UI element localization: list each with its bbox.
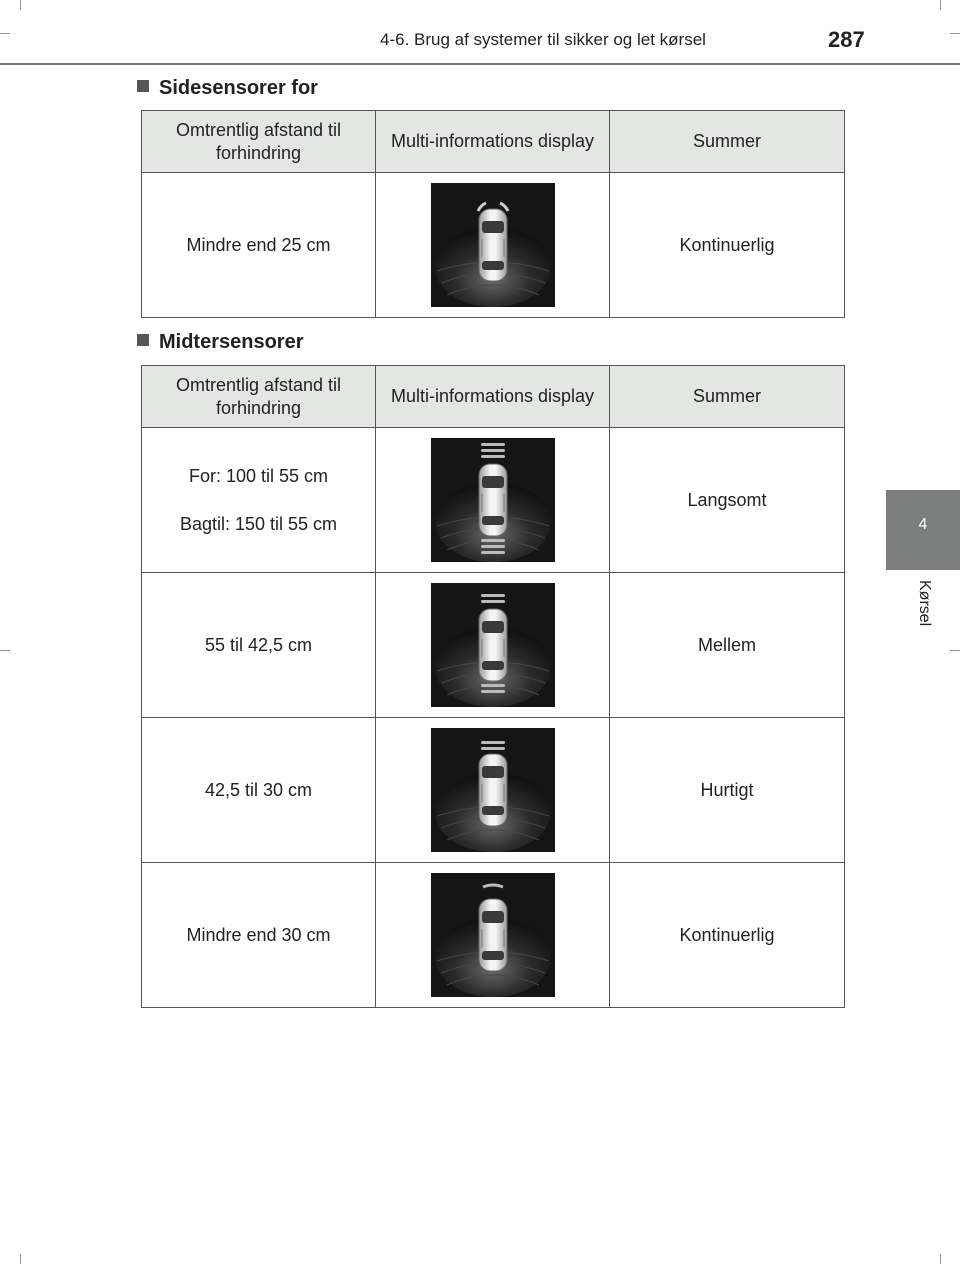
display-cell bbox=[376, 173, 610, 318]
column-header: Summer bbox=[610, 111, 845, 173]
chapter-tab: 4 bbox=[886, 490, 960, 570]
table-row bbox=[142, 173, 845, 318]
table-row bbox=[142, 718, 845, 863]
car-center-sensors-1-bar-icon bbox=[431, 728, 555, 852]
section-heading-text: Sidesensorer for bbox=[159, 77, 318, 99]
crop-mark bbox=[20, 0, 21, 10]
buzzer-cell: Mellem bbox=[610, 573, 845, 718]
bullet-square-icon bbox=[137, 334, 149, 346]
buzzer-cell: Hurtigt bbox=[610, 718, 845, 863]
page-number: 287 bbox=[828, 27, 865, 52]
side-sensors-table bbox=[141, 110, 845, 318]
section-heading-text: Midtersensorer bbox=[159, 331, 304, 353]
display-cell bbox=[376, 863, 610, 1008]
chapter-label: Kørsel bbox=[916, 580, 933, 627]
section-heading bbox=[137, 331, 304, 354]
distance-cell: 55 til 42,5 cm bbox=[142, 573, 376, 718]
column-header: Summer bbox=[610, 366, 845, 428]
car-center-sensors-arc-icon bbox=[431, 873, 555, 997]
table-header-row bbox=[142, 111, 845, 173]
crop-mark bbox=[0, 650, 10, 651]
distance-rear: Bagtil: 150 til 55 cm bbox=[179, 514, 338, 534]
buzzer-cell: Kontinuerlig bbox=[610, 173, 845, 318]
distance-cell: 42,5 til 30 cm bbox=[142, 718, 376, 863]
center-sensors-table bbox=[141, 365, 845, 1008]
crop-mark bbox=[0, 33, 10, 34]
header-divider bbox=[0, 63, 960, 65]
column-header: Omtrentlig afstand til forhindring bbox=[142, 111, 376, 173]
car-center-sensors-2-bars-icon bbox=[431, 583, 555, 707]
distance-cell: Mindre end 30 cm bbox=[142, 863, 376, 1008]
running-header: 4-6. Brug af systemer til sikker og let kørsel bbox=[380, 30, 706, 49]
column-header: Multi-informations display bbox=[376, 366, 610, 428]
section-heading bbox=[137, 77, 318, 100]
display-cell bbox=[376, 718, 610, 863]
buzzer-cell: Langsomt bbox=[610, 428, 845, 573]
table-row bbox=[142, 573, 845, 718]
car-center-sensors-3-bars-icon bbox=[431, 438, 555, 562]
crop-mark bbox=[940, 1254, 941, 1264]
display-cell bbox=[376, 428, 610, 573]
column-header: Omtrentlig afstand til forhindring bbox=[142, 366, 376, 428]
buzzer-cell: Kontinuerlig bbox=[610, 863, 845, 1008]
distance-cell bbox=[142, 428, 376, 573]
bullet-square-icon bbox=[137, 80, 149, 92]
column-header: Multi-informations display bbox=[376, 111, 610, 173]
crop-mark bbox=[950, 33, 960, 34]
distance-cell: Mindre end 25 cm bbox=[142, 173, 376, 318]
table-row bbox=[142, 428, 845, 573]
table-row bbox=[142, 863, 845, 1008]
crop-mark bbox=[20, 1254, 21, 1264]
crop-mark bbox=[940, 0, 941, 10]
display-cell bbox=[376, 573, 610, 718]
car-side-sensors-icon bbox=[431, 183, 555, 307]
distance-front: For: 100 til 55 cm bbox=[188, 466, 329, 486]
crop-mark bbox=[950, 650, 960, 651]
table-header-row bbox=[142, 366, 845, 428]
